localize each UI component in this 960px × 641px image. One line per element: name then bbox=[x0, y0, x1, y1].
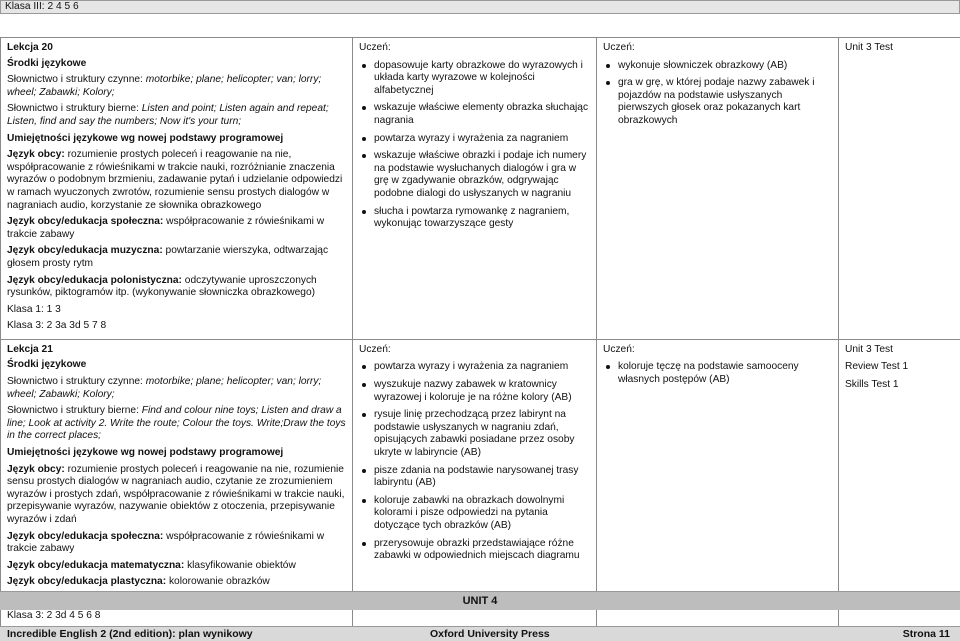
uczen-label: Uczeń: bbox=[359, 343, 391, 355]
assessment-cell bbox=[839, 339, 960, 628]
basic-outcomes-cell bbox=[353, 339, 597, 628]
uczen-label: Uczeń: bbox=[603, 42, 635, 53]
active-vocabulary-label: Słownictwo i struktury czynne: bbox=[7, 376, 146, 388]
list-item: wykonuje słowniczek obrazkowy (AB) bbox=[603, 60, 834, 73]
cross-curricular-skill bbox=[7, 245, 348, 270]
cross-curricular-text: klasyfikowanie obiektów bbox=[187, 559, 296, 571]
unit-band bbox=[0, 591, 960, 610]
page-footer bbox=[0, 626, 960, 641]
cross-curricular-label: Język obcy/edukacja społeczna: bbox=[7, 530, 167, 542]
passive-vocabulary bbox=[7, 405, 348, 443]
list-item: gra w grę, w której podaje nazwy zabawek i pojazdów na podstawie usłyszanych pierwszych głosek oraz pokazanych kart obrazkowych bbox=[603, 77, 834, 127]
basic-outcomes-list bbox=[359, 361, 592, 562]
klasa-1-reference: Klasa 1: 1 3 bbox=[7, 303, 61, 315]
foreign-language-label: Język obcy: bbox=[7, 463, 68, 475]
list-item: dopasowuje karty obrazkowe do wyrazowych i układa karty wyrazowe w kolejności alfabetycznej bbox=[359, 60, 592, 98]
klasa-3-reference: Klasa 3: 2 3a 3d 5 7 8 bbox=[7, 320, 107, 332]
cross-curricular-label: Język obcy/edukacja polonistyczna: bbox=[7, 274, 185, 286]
foreign-language-skills bbox=[7, 464, 348, 527]
assessment-item: Skills Test 1 bbox=[845, 379, 899, 391]
extended-outcomes-cell bbox=[597, 339, 839, 628]
extended-outcomes-list bbox=[603, 361, 834, 386]
list-item: koloruje zabawki na obrazkach dowolnymi kolorami i pisze odpowiedzi na pytania dotyczące tych obrazków (AB) bbox=[359, 495, 592, 533]
list-item: pisze zdania na podstawie narysowanej trasy labiryntu (AB) bbox=[359, 465, 592, 490]
passive-vocabulary-items: Listen and point; Listen again and repeat; Listen, find and say the numbers; Now it's your turn; bbox=[7, 103, 329, 127]
foreign-language-skills bbox=[7, 149, 348, 212]
lesson-plan-table bbox=[0, 37, 960, 629]
passive-vocabulary-label: Słownictwo i struktury bierne: bbox=[7, 405, 142, 417]
list-item: wskazuje właściwe obrazki i podaje ich numery na podstawie wysłuchanych dialogów i gra w grę w zgadywanie obrazków, odgrywając podobne dialogi do usłyszanych w nagraniu bbox=[359, 150, 592, 200]
foreign-language-text: rozumienie prostych poleceń i reagowanie na nie, rozumienie sensu prostych dialogów w nagraniach audio, czytanie ze zrozumieniem wyrazów i prostych zdań, współpracowanie z rówieśnikami w trakcie nauki, przepisywanie wyrazów, nazywanie obiektów z otoczenia, przepisywanie wyrazów i zdań bbox=[7, 463, 345, 525]
cross-curricular-label: Język obcy/edukacja plastyczna: bbox=[7, 576, 169, 588]
skills-heading: Umiejętności językowe wg nowej podstawy programowej bbox=[7, 447, 284, 459]
cross-curricular-text: odczytywanie uproszczonych rysunków, piktogramów itp. (wykonywanie słowniczka obrazkowego) bbox=[7, 274, 317, 299]
foreign-language-label: Język obcy: bbox=[7, 149, 68, 161]
cross-curricular-text: kolorowanie obrazków bbox=[168, 576, 270, 588]
cross-curricular-skill bbox=[7, 560, 348, 573]
footer-publisher: Oxford University Press bbox=[430, 628, 550, 640]
lesson-row bbox=[1, 38, 960, 340]
active-vocabulary-items: motorbike; plane; helicopter; van; lorry; wheel; Zabawki; Kolory; bbox=[7, 376, 322, 400]
footer-title: Incredible English 2 (2nd edition): plan wynikowy bbox=[7, 628, 253, 640]
cross-curricular-skill bbox=[7, 576, 348, 589]
srodki-heading: Środki językowe bbox=[7, 359, 87, 371]
cross-curricular-label: Język obcy/edukacja muzyczna: bbox=[7, 245, 166, 257]
assessment-item: Unit 3 Test bbox=[845, 42, 893, 53]
assessment-item: Review Test 1 bbox=[845, 361, 909, 373]
active-vocabulary bbox=[7, 74, 348, 99]
cross-curricular-label: Język obcy/edukacja matematyczna: bbox=[7, 559, 188, 571]
objectives-cell bbox=[1, 339, 353, 628]
cross-curricular-skill bbox=[7, 216, 348, 241]
lesson-title: Lekcja 20 bbox=[7, 42, 53, 53]
extended-outcomes-cell bbox=[597, 38, 839, 340]
list-item: przerysowuje obrazki przedstawiające różne zabawki w odpowiednich miejscach diagramu bbox=[359, 538, 592, 563]
extended-outcomes-list bbox=[603, 60, 834, 128]
basic-outcomes-cell bbox=[353, 38, 597, 340]
active-vocabulary-items: motorbike; plane; helicopter; van; lorry; wheel; Zabawki; Kolory; bbox=[7, 74, 322, 98]
objectives-cell bbox=[1, 38, 353, 340]
cross-curricular-text: współpracowanie z rówieśnikami w trakcie zabawy bbox=[7, 216, 325, 240]
assessment-item: Unit 3 Test bbox=[845, 343, 893, 355]
list-item: wskazuje właściwe elementy obrazka słuchając nagrania bbox=[359, 102, 592, 127]
cross-curricular-skill bbox=[7, 531, 348, 556]
passive-vocabulary bbox=[7, 103, 348, 128]
basic-outcomes-list bbox=[359, 60, 592, 231]
passive-vocabulary-label: Słownictwo i struktury bierne: bbox=[7, 103, 142, 115]
cross-curricular-label: Język obcy/edukacja społeczna: bbox=[7, 216, 167, 228]
cross-curricular-text: współpracowanie z rówieśnikami w trakcie zabawy bbox=[7, 530, 325, 555]
list-item: rysuje linię przechodzącą przez labirynt na podstawie usłyszanych w nagraniu zdań, opisujących zabawki posiadane przez osoby ukryte w labiryncie (AB) bbox=[359, 409, 592, 459]
skills-heading: Umiejętności językowe wg nowej podstawy programowej bbox=[7, 132, 284, 144]
cross-curricular-skill bbox=[7, 275, 348, 300]
srodki-heading: Środki językowe bbox=[7, 57, 87, 69]
list-item: koloruje tęczę na podstawie samooceny własnych postępów (AB) bbox=[603, 361, 834, 386]
uczen-label: Uczeń: bbox=[359, 42, 391, 53]
class-header-text: Klasa III: 2 4 5 6 bbox=[5, 1, 79, 12]
class-header bbox=[0, 0, 960, 14]
uczen-label: Uczeń: bbox=[603, 343, 635, 355]
foreign-language-text: rozumienie prostych poleceń i reagowanie na nie, współpracowanie z rówieśnikami w trakcie nauki, rozróżnianie znaczenia wyrazów o podobnym brzmieniu, zadawanie pytań i udzielanie odpowiedzi w ramach wyuczonych zwrotów, rozumienie sensu prostych dialogów w nagraniach audio, korzystanie ze słownika obrazkowego bbox=[7, 149, 343, 211]
lesson-row bbox=[1, 339, 960, 628]
footer-page-number: Strona 11 bbox=[902, 628, 950, 640]
klasa-3-reference: Klasa 3: 2 3d 4 5 6 8 bbox=[7, 609, 101, 621]
list-item: powtarza wyrazy i wyrażenia za nagraniem bbox=[359, 361, 592, 374]
list-item: słucha i powtarza rymowankę z nagraniem, wykonując towarzyszące gesty bbox=[359, 206, 592, 231]
active-vocabulary bbox=[7, 376, 348, 401]
assessment-cell bbox=[839, 38, 960, 340]
list-item: powtarza wyrazy i wyrażenia za nagraniem bbox=[359, 133, 592, 146]
passive-vocabulary-items: Find and colour nine toys; Listen and draw a line; Look at activity 2. Write the route; Colour the toys. Write;Draw the toys in the correct places; bbox=[7, 405, 346, 442]
active-vocabulary-label: Słownictwo i struktury czynne: bbox=[7, 74, 146, 86]
lesson-title: Lekcja 21 bbox=[7, 343, 53, 355]
unit-band-label: UNIT 4 bbox=[462, 595, 498, 607]
cross-curricular-text: powtarzanie wierszyka, odtwarzając głosem prosty rytm bbox=[7, 245, 329, 269]
list-item: wyszukuje nazwy zabawek w kratownicy wyrazowej i koloruje je na różne kolory (AB) bbox=[359, 379, 592, 404]
